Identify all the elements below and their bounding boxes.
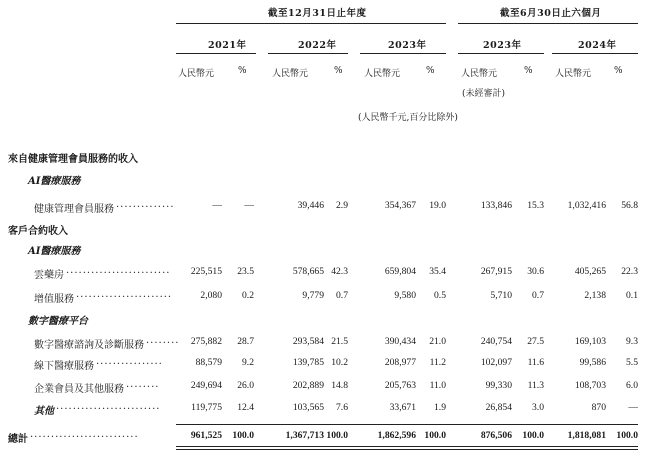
total-rule-bottom-1 [176, 446, 638, 447]
percent-cell: 100.0 [326, 430, 348, 441]
amount-cell: 99,586 [579, 357, 606, 368]
percent-cell: 9.2 [242, 357, 254, 368]
percent-cell: 35.4 [429, 266, 446, 277]
amount-cell: 578,665 [292, 266, 324, 277]
amount-cell: 267,915 [480, 266, 512, 277]
leader-dots: ........ [146, 335, 180, 346]
header-group-annual: 截至12月31日止年度 [268, 8, 367, 19]
percent-cell: 14.8 [331, 380, 348, 391]
year-2024-interim: 2024年 [578, 40, 617, 51]
percent-cell: 22.3 [621, 266, 638, 277]
percent-cell: 42.3 [331, 266, 348, 277]
percent-cell: 6.0 [626, 380, 638, 391]
percent-cell: 21.5 [331, 336, 348, 347]
row-label: 雲藥房 [34, 270, 64, 281]
percent-2021: % [238, 66, 247, 76]
percent-cell: 100.0 [616, 430, 638, 441]
subsection-heading: AI醫療服務 [28, 176, 81, 187]
row-label: 企業會員及其他服務 [34, 384, 124, 395]
amount-cell: 202,889 [292, 380, 324, 391]
amount-cell: 9,779 [302, 290, 324, 301]
percent-cell: 26.0 [237, 380, 254, 391]
section-heading: 客戶合約收入 [8, 226, 68, 237]
percent-cell: 0.1 [626, 290, 638, 301]
percent-cell: 23.5 [237, 266, 254, 277]
percent-cell: 12.4 [237, 402, 254, 413]
percent-2024-interim: % [614, 66, 623, 76]
header-group-interim: 截至6月30日止六個月 [500, 8, 602, 19]
amount-cell: 2,138 [584, 290, 606, 301]
row-label: 健康管理會員服務 [34, 204, 114, 215]
percent-cell: 100.0 [522, 430, 544, 441]
amount-cell: 659,804 [384, 266, 416, 277]
leader-dots: ....................... [76, 289, 173, 300]
amount-cell: 39,446 [297, 200, 324, 211]
percent-cell: 11.0 [429, 380, 446, 391]
percent-cell: — [628, 402, 638, 413]
header-rule-annual [176, 23, 446, 24]
amount-cell: 88,579 [195, 357, 222, 368]
percent-cell: 3.0 [532, 402, 544, 413]
amount-cell: 108,703 [574, 380, 606, 391]
amount-cell: 390,434 [384, 336, 416, 347]
year-rule-2024-interim [552, 53, 638, 54]
amount-cell: 870 [591, 402, 606, 413]
percent-cell: — [244, 200, 254, 211]
amount-cell: 205,763 [384, 380, 416, 391]
percent-2023-interim: % [524, 66, 533, 76]
year-rule-2021 [176, 53, 256, 54]
percent-cell: 5.5 [626, 357, 638, 368]
percent-cell: 27.5 [527, 336, 544, 347]
amount-cell: 876,506 [480, 430, 512, 441]
units-note: (人民幣千元,百分比除外) [358, 113, 458, 123]
amount-cell: 275,882 [190, 336, 222, 347]
year-2023: 2023年 [388, 40, 427, 51]
percent-cell: 100.0 [424, 430, 446, 441]
amount-cell: 119,775 [191, 402, 222, 413]
amount-cell: 102,097 [480, 357, 512, 368]
percent-cell: 56.8 [621, 200, 638, 211]
row-label: 增值服務 [34, 294, 74, 305]
amount-cell: 208,977 [384, 357, 416, 368]
header-rule-interim [458, 23, 638, 24]
year-2021: 2021年 [208, 40, 247, 51]
percent-cell: 7.6 [336, 402, 348, 413]
unaudited-note: (未經審計) [462, 89, 506, 99]
currency-2023: 人民幣元 [364, 69, 401, 79]
percent-cell: 9.3 [626, 336, 638, 347]
amount-cell: 9,580 [394, 290, 416, 301]
leader-dots: ........ [126, 379, 160, 390]
percent-cell: 30.6 [527, 266, 544, 277]
amount-cell: 354,367 [384, 200, 416, 211]
currency-2021: 人民幣元 [178, 69, 215, 79]
amount-cell: 26,854 [485, 402, 512, 413]
percent-2022: % [334, 66, 343, 76]
percent-cell: 28.7 [237, 336, 254, 347]
row-label: 其他 [34, 406, 54, 417]
amount-cell: 249,694 [190, 380, 222, 391]
percent-cell: 0.7 [532, 290, 544, 301]
leader-dots: .......................... [30, 429, 139, 440]
percent-cell: 11.6 [527, 357, 544, 368]
percent-cell: 15.3 [527, 200, 544, 211]
percent-cell: 1.9 [434, 402, 446, 413]
year-rule-2023 [360, 53, 446, 54]
amount-cell: — [212, 200, 222, 211]
amount-cell: 99,330 [485, 380, 512, 391]
amount-cell: 961,525 [190, 430, 222, 441]
leader-dots: .............. [116, 199, 175, 210]
amount-cell: 169,103 [574, 336, 606, 347]
amount-cell: 225,515 [190, 266, 222, 277]
currency-2023-interim: 人民幣元 [461, 69, 498, 79]
amount-cell: 103,565 [292, 402, 324, 413]
amount-cell: 1,862,596 [377, 430, 416, 441]
percent-2023: % [426, 66, 435, 76]
leader-dots: ......................... [66, 265, 171, 276]
leader-dots: ................ [96, 356, 163, 367]
currency-2024-interim: 人民幣元 [555, 69, 592, 79]
percent-cell: 11.2 [429, 357, 446, 368]
amount-cell: 293,584 [292, 336, 324, 347]
year-rule-2022 [268, 53, 348, 54]
amount-cell: 5,710 [490, 290, 512, 301]
percent-cell: 21.0 [429, 336, 446, 347]
amount-cell: 405,265 [574, 266, 606, 277]
percent-cell: 0.2 [242, 290, 254, 301]
amount-cell: 1,367,713 [285, 430, 324, 441]
year-2022: 2022年 [298, 40, 337, 51]
row-label: 線下醫療服務 [34, 361, 94, 372]
percent-cell: 2.9 [336, 200, 348, 211]
year-2023-interim: 2023年 [483, 40, 522, 51]
row-label: 數字醫療諮詢及診斷服務 [34, 340, 144, 351]
total-rule-top [176, 424, 638, 425]
amount-cell: 240,754 [480, 336, 512, 347]
percent-cell: 0.7 [336, 290, 348, 301]
amount-cell: 1,818,081 [567, 430, 606, 441]
total-label: 總計 [8, 434, 28, 445]
amount-cell: 139,785 [292, 357, 324, 368]
amount-cell: 2,080 [200, 290, 222, 301]
total-rule-bottom-2 [176, 449, 638, 450]
currency-2022: 人民幣元 [272, 69, 309, 79]
percent-cell: 10.2 [331, 357, 348, 368]
percent-cell: 19.0 [429, 200, 446, 211]
percent-cell: 0.5 [434, 290, 446, 301]
section-heading: 來自健康管理會員服務的收入 [8, 154, 138, 165]
percent-cell: 100.0 [232, 430, 254, 441]
year-rule-2023-interim [458, 53, 544, 54]
leader-dots: ......................... [56, 401, 161, 412]
amount-cell: 1,032,416 [567, 200, 606, 211]
subsection-heading: 數字醫療平台 [28, 316, 88, 327]
subsection-heading: AI醫療服務 [28, 246, 81, 257]
amount-cell: 133,846 [480, 200, 512, 211]
amount-cell: 33,671 [389, 402, 416, 413]
percent-cell: 11.3 [527, 380, 544, 391]
